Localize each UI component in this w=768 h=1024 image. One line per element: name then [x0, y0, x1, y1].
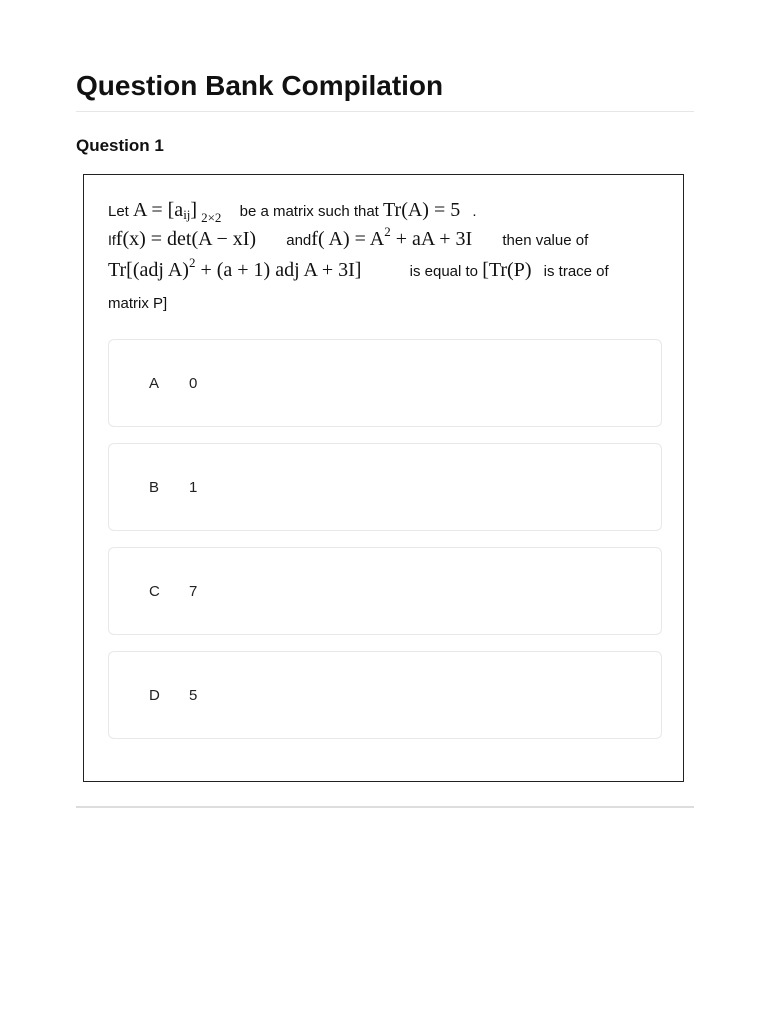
question-heading: Question 1 [76, 136, 164, 155]
option-a[interactable] [108, 339, 662, 427]
stem-math: f(x) = det(A − xI) [115, 228, 257, 250]
option-letter: D [149, 687, 160, 704]
math-part: f( A) = A [311, 228, 385, 250]
math-part: + aA + 3I [395, 228, 473, 250]
stem-text: then value of [502, 232, 589, 249]
title-divider [76, 111, 694, 112]
stem-text: matrix P] [108, 295, 168, 312]
stem-text: be a matrix such that [239, 203, 379, 220]
stem-line-3 [108, 255, 609, 282]
option-value: 1 [189, 479, 198, 496]
math-part: ] [190, 199, 198, 221]
stem-line-2 [108, 224, 589, 251]
stem-text: is trace of [543, 263, 609, 280]
stem-math: Tr(A) = 5 [383, 199, 461, 221]
math-subscript: ij [183, 207, 191, 222]
stem-text: is equal to [409, 263, 479, 280]
math-superscript: 2 [384, 224, 391, 239]
math-part: Tr[(adj A) [108, 259, 189, 281]
option-c[interactable] [108, 547, 662, 635]
option-letter: A [149, 375, 160, 392]
option-value: 5 [189, 687, 198, 704]
math-subscript: 2×2 [201, 210, 222, 225]
option-d[interactable] [108, 651, 662, 739]
option-value: 7 [189, 583, 198, 600]
stem-math [133, 199, 222, 225]
stem-text: and [286, 232, 312, 249]
stem-math: [Tr(P) [482, 259, 532, 281]
option-letter: B [149, 479, 160, 496]
stem-line-1 [108, 199, 477, 225]
stem-line-4 [108, 295, 167, 312]
bottom-divider [76, 806, 694, 808]
page-title: Question Bank Compilation [76, 70, 444, 101]
math-part: + (a + 1) adj A + 3I] [200, 259, 362, 281]
option-letter: C [149, 583, 160, 600]
math-part: A = [a [133, 199, 184, 221]
option-value: 0 [189, 375, 198, 392]
math-superscript: 2 [188, 255, 196, 270]
stem-text: Let [108, 203, 129, 220]
stem-math [108, 255, 362, 281]
option-b[interactable] [108, 443, 662, 531]
stem-text: If [108, 232, 116, 248]
stem-math [311, 224, 473, 250]
stem-text: . [472, 203, 477, 220]
question-card [83, 174, 684, 782]
